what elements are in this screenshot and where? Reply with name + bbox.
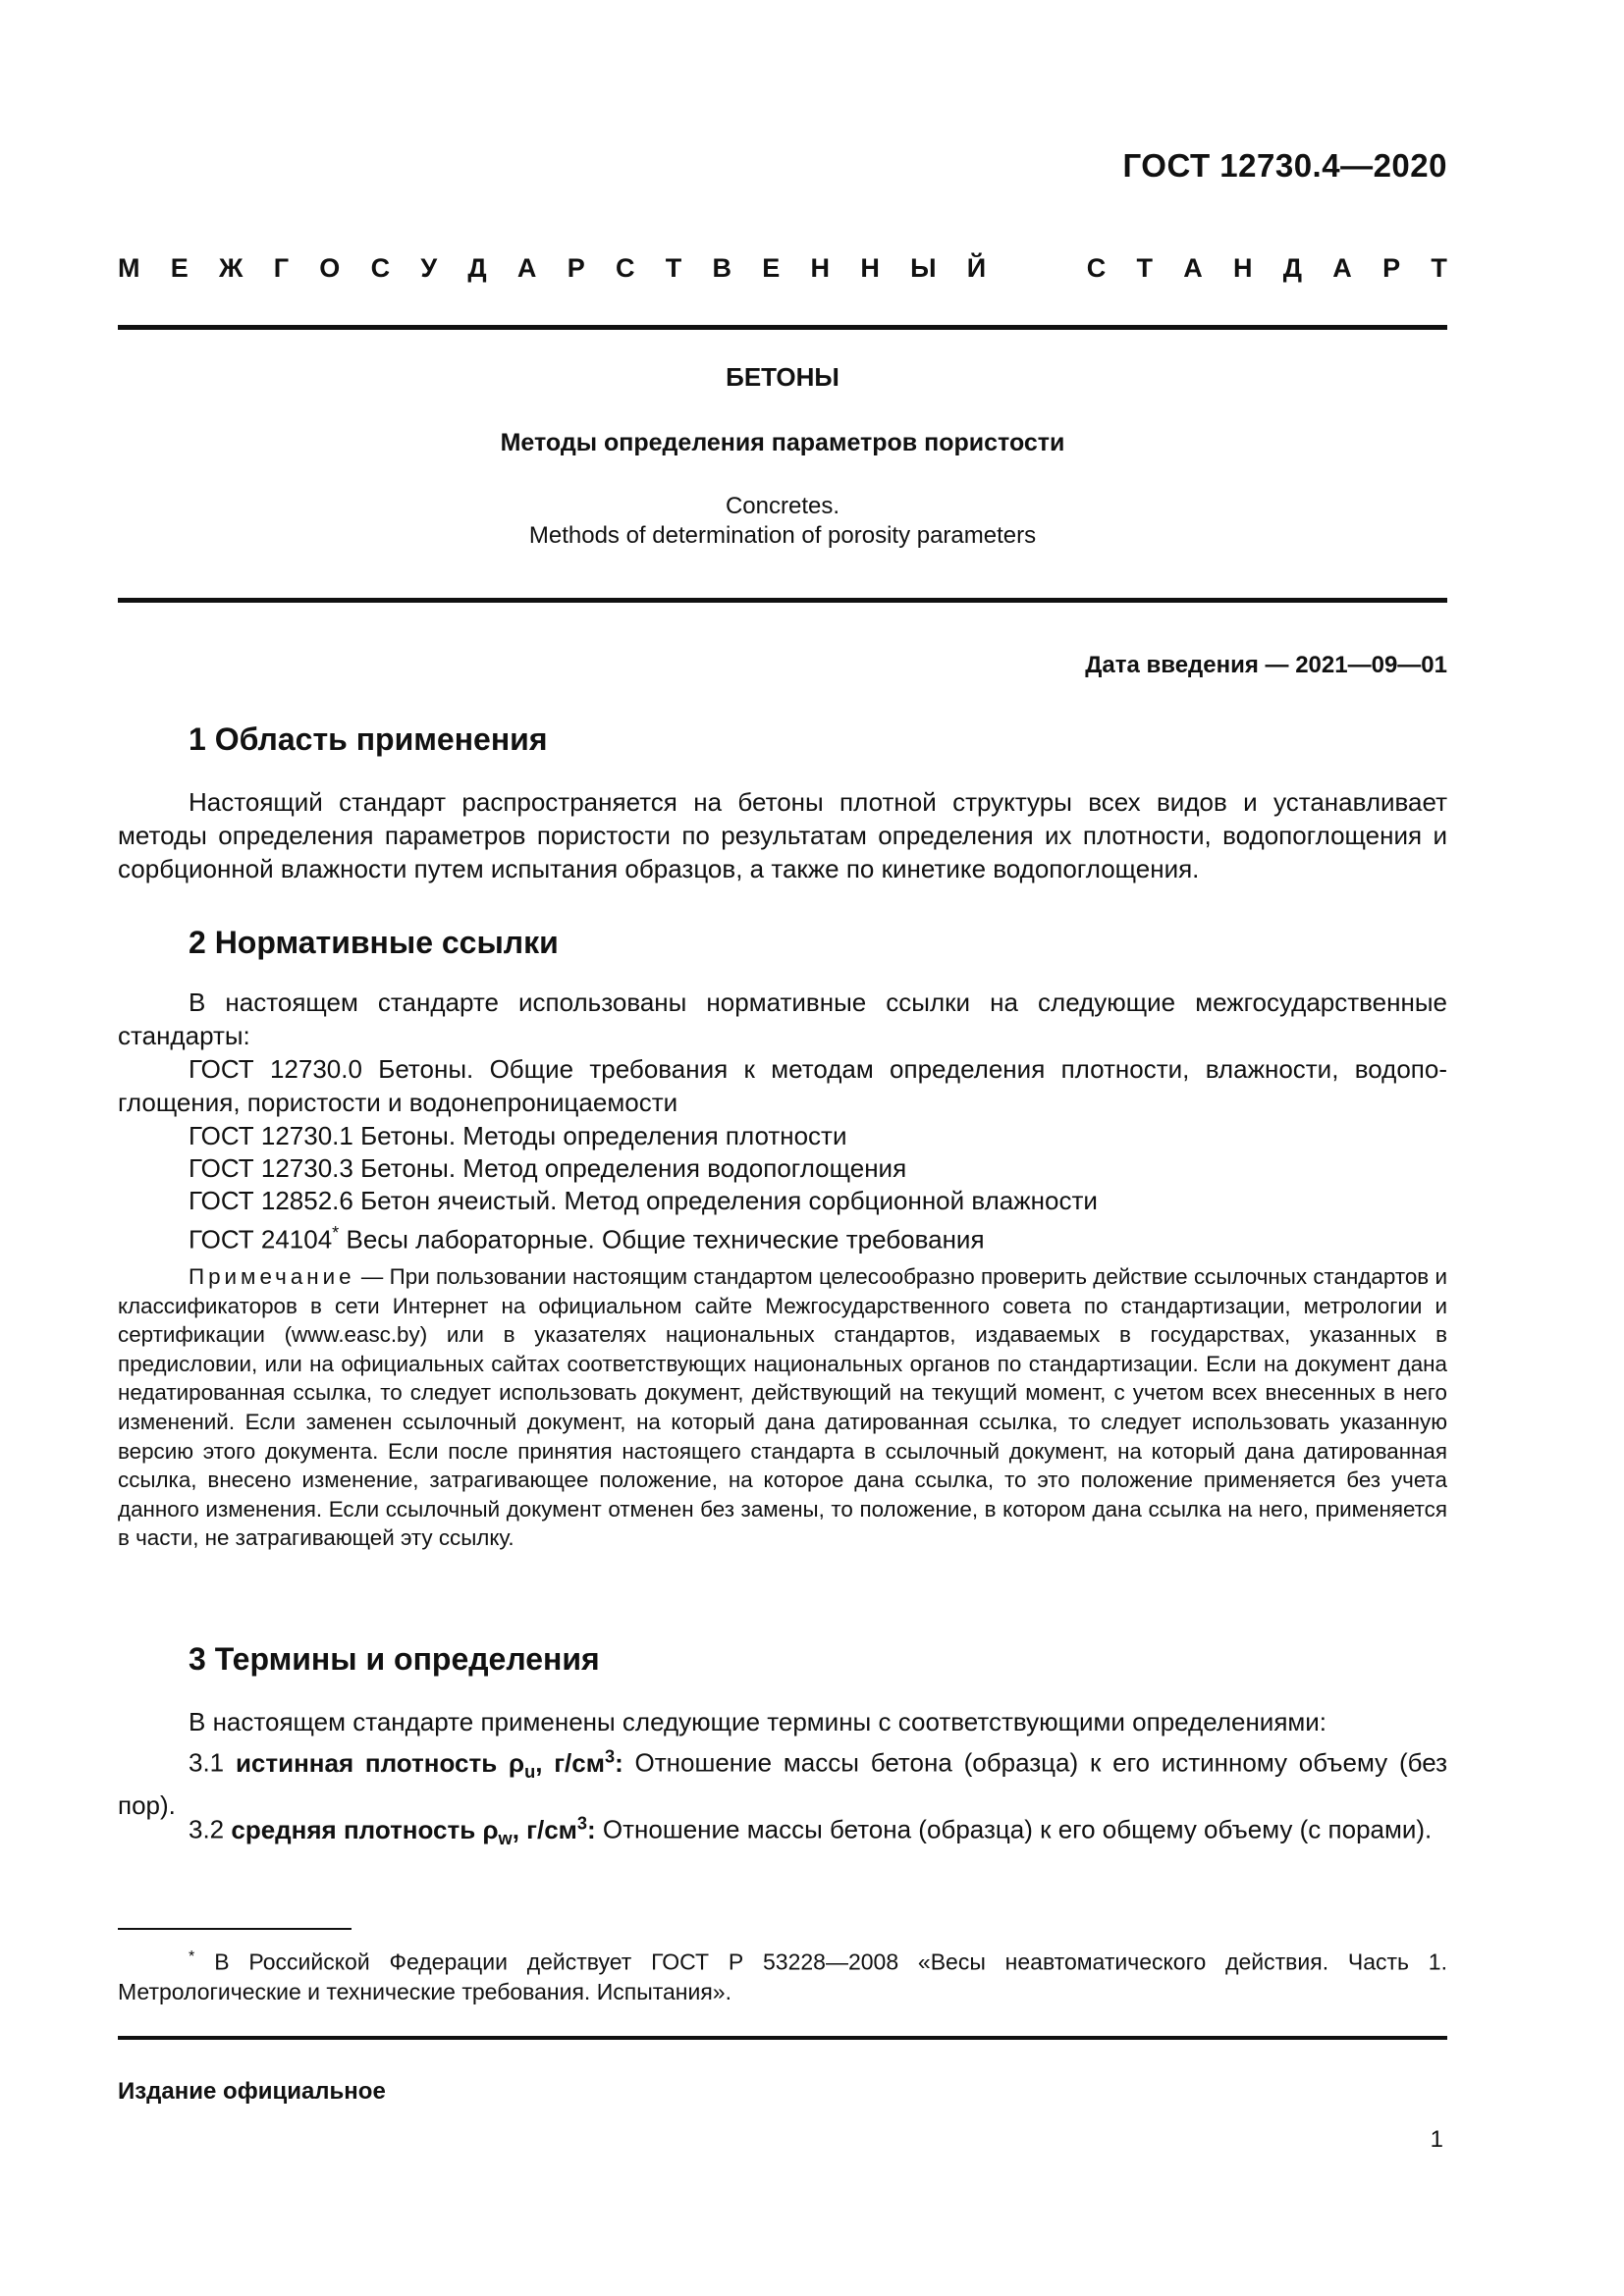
term-name [231, 1813, 596, 1848]
normative-reference [189, 1216, 985, 1256]
section-3-heading: 3 Термины и определения [189, 1641, 600, 1677]
letter: Н [1233, 253, 1253, 283]
english-title-line1: Concretes. [725, 493, 840, 519]
footnote-marker: * [332, 1223, 340, 1243]
letter: Т [1431, 253, 1447, 283]
term-name [235, 1746, 623, 1782]
letter: Н [860, 253, 880, 283]
term-text: Отношение массы бетона (образца) к его общему объему (с порами). [595, 1814, 1433, 1844]
document-title: БЕТОНЫ [726, 362, 839, 392]
note-text: — При пользовании настоящим стандартом целесообразно проверить действие ссылочных стандартов и классификаторов в сети Интернет на официальном сайте Межгосударственного совета по стандартизации, метрологии и сертификации (www.easc.by) или в указателях национальных стандартов, издаваемых в государствах, указанных в предисловии, или на официальных сайтах соответствующих национальных органов по стандартизации. Если на документ дана недатированная ссылка, то следует использовать документ, действующий на текущий момент, с учетом всех внесенных в него изменений. Если заменен ссылочный документ, на который дана датированная ссылка, то следует использовать указанную версию этого документа. Если после принятия настоящего стандарта в ссылочный документ, на который дана датированная ссылка, внесено изменение, затрагивающее положение, на которое дана ссылка, то это положение применяется без учета данного изменения. Если ссылочный документ отменен без замены, то положение, в котором дана ссылка на него, применяется в части, не затрагивающей эту ссылку. [118, 1264, 1447, 1551]
top-divider [118, 325, 1447, 330]
reference-title: Весы лабораторные. Общие технические требования [339, 1224, 985, 1255]
page-number: 1 [1430, 2126, 1443, 2153]
term-label: средняя плотность ρ [231, 1814, 499, 1844]
letter: Ж [219, 253, 244, 283]
letter: Ы [910, 253, 937, 283]
normative-reference: ГОСТ 12730.3 Бетоны. Метод определения водопоглощения [189, 1153, 907, 1183]
term-number: 3.1 [189, 1747, 236, 1778]
term-superscript: 3 [576, 1813, 588, 1833]
letter: Т [1136, 253, 1153, 283]
term-definition [118, 1806, 1447, 1855]
letter: М [118, 253, 140, 283]
term-unit: , г/см [535, 1747, 605, 1778]
term-label: истинная плотность ρ [235, 1747, 525, 1778]
term-colon: : [587, 1814, 596, 1844]
letter: Д [467, 253, 487, 283]
term-colon: : [615, 1747, 623, 1778]
footnote-marker: * [189, 1948, 195, 1965]
term-subscript: w [498, 1828, 513, 1848]
word-gap [1016, 253, 1056, 284]
section-3-intro: В настоящем стандарте применены следующие термины с соответствующими определениями: [189, 1707, 1327, 1736]
term-superscript: 3 [604, 1746, 616, 1766]
section-1-heading: 1 Область применения [189, 721, 548, 757]
interstate-standard-heading [118, 253, 1447, 284]
footnote-text: В Российской Федерации действует ГОСТ Р 53228—2008 «Весы неавтоматического действия. Часть 1. Метрологические и технические требования. Испытания». [118, 1949, 1447, 2004]
bottom-divider [118, 2036, 1447, 2040]
letter: А [516, 253, 537, 283]
section-2-intro: В настоящем стандарте использованы нормативные ссылки на следующие межгосударственные стандарты: [118, 988, 1447, 1050]
letter: Е [762, 253, 781, 283]
letter: С [1086, 253, 1107, 283]
normative-reference: ГОСТ 12730.1 Бетоны. Методы определения плотности [189, 1121, 847, 1150]
note-label: Примечание [189, 1264, 355, 1289]
letter: Р [1382, 253, 1401, 283]
title-divider [118, 598, 1447, 603]
term-text: Отношение массы бетона (образца) к его истинному объему (без пор). [118, 1747, 1448, 1820]
section-1-text: Настоящий стандарт распространяется на бетоны плотной структуры всех видов и устанавливает методы определения параметров пористости по результатам определения их плотности, водопоглощения и сорбционной влажности путем испытания образцов, а также по кинетике водопоглощения. [118, 787, 1447, 883]
letter: Й [966, 253, 987, 283]
letter: Д [1282, 253, 1303, 283]
letter: А [1183, 253, 1203, 283]
letter: Т [665, 253, 682, 283]
introduction-date: Дата введения — 2021—09—01 [1085, 652, 1447, 678]
letter: А [1332, 253, 1352, 283]
section-2-heading: 2 Нормативные ссылки [189, 925, 559, 960]
letter: Н [810, 253, 831, 283]
letter: У [420, 253, 438, 283]
term-unit: , г/см [512, 1814, 577, 1844]
document-subtitle: Методы определения параметров пористости [500, 429, 1065, 456]
letter: Г [273, 253, 290, 283]
note-block [118, 1262, 1447, 1553]
reference-code: ГОСТ 24104 [189, 1224, 333, 1255]
term-subscript: u [524, 1761, 536, 1782]
footnote-separator [118, 1928, 352, 1930]
english-title-line2: Methods of determination of porosity parameters [528, 522, 1037, 549]
letter: С [370, 253, 391, 283]
letter: О [319, 253, 341, 283]
term-number: 3.2 [189, 1814, 232, 1844]
letter: Р [567, 253, 585, 283]
normative-reference: ГОСТ 12730.0 Бетоны. Общие требования к методам определения плотности, влажности, водопоглощения, пористости и водонепроницаемости [118, 1054, 1447, 1117]
footnote [118, 1942, 1447, 2006]
letter: С [615, 253, 635, 283]
letter: Е [170, 253, 189, 283]
official-edition: Издание официальное [118, 2078, 386, 2105]
gost-id: ГОСТ 12730.4—2020 [1122, 147, 1447, 184]
letter: В [712, 253, 731, 283]
normative-reference: ГОСТ 12852.6 Бетон ячеистый. Метод определения сорбционной влажности [189, 1186, 1098, 1215]
